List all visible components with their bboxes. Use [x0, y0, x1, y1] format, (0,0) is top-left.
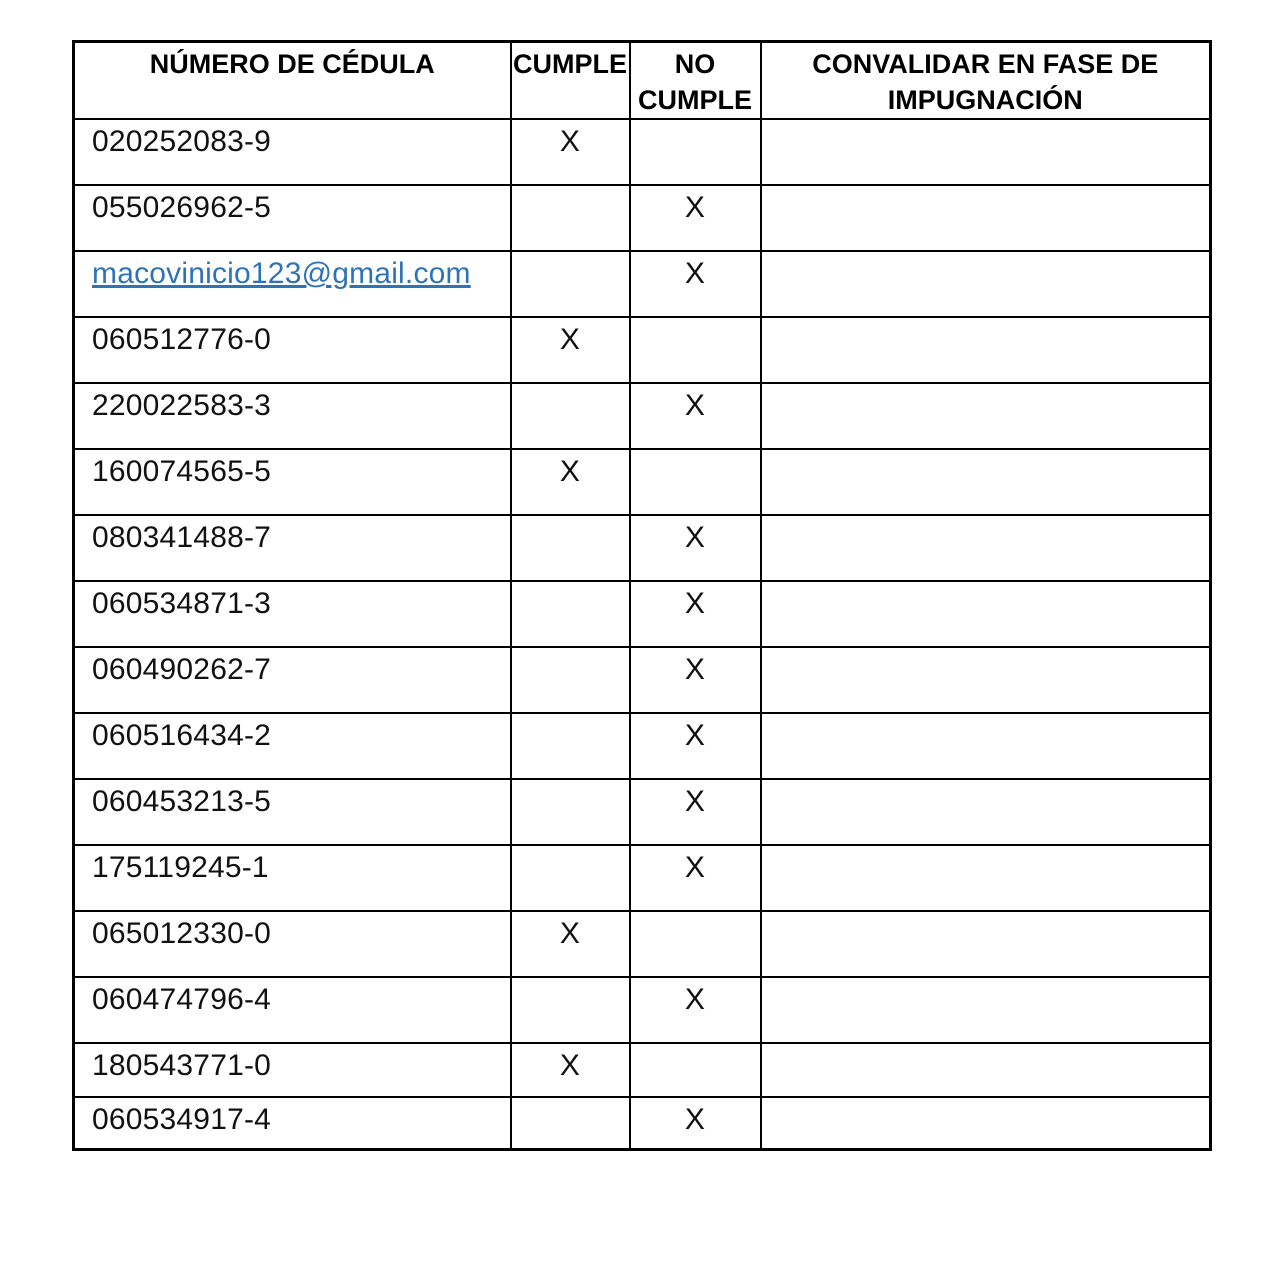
no-cumple-cell: X [630, 581, 761, 647]
convalidar-cell [761, 647, 1211, 713]
no-cumple-cell [630, 1043, 761, 1097]
no-cumple-cell: X [630, 383, 761, 449]
no-cumple-cell: X [630, 845, 761, 911]
table-row [74, 911, 1211, 977]
cedula-value: 060490262-7 [92, 653, 272, 687]
table-row [74, 119, 1211, 185]
convalidar-cell [761, 119, 1211, 185]
email-link[interactable]: macovinicio123@gmail.com [92, 257, 471, 291]
cumple-cell: X [511, 1043, 630, 1097]
no-cumple-cell: X [630, 515, 761, 581]
cedula-cell [74, 977, 511, 1043]
cedula-value: 060474796-4 [92, 983, 272, 1017]
table-row [74, 383, 1211, 449]
cedula-cell [74, 119, 511, 185]
table-row [74, 449, 1211, 515]
cumple-cell [511, 845, 630, 911]
no-cumple-cell: X [630, 779, 761, 845]
table-body [74, 119, 1211, 1149]
cedula-cell [74, 317, 511, 383]
convalidar-cell [761, 317, 1211, 383]
convalidar-cell [761, 185, 1211, 251]
cedula-value: 060534917-4 [92, 1103, 272, 1137]
cedula-cell [74, 779, 511, 845]
header-cumple: CUMPLE [511, 42, 630, 120]
no-cumple-cell: X [630, 713, 761, 779]
table-row [74, 779, 1211, 845]
cedula-value: 180543771-0 [92, 1049, 272, 1083]
no-cumple-cell: X [630, 1097, 761, 1149]
no-cumple-cell [630, 911, 761, 977]
table-row [74, 845, 1211, 911]
cumple-cell [511, 779, 630, 845]
cedula-value: 175119245-1 [92, 851, 269, 885]
cumple-cell [511, 1097, 630, 1149]
convalidar-cell [761, 251, 1211, 317]
cumple-cell: X [511, 317, 630, 383]
cedula-value: 060534871-3 [92, 587, 272, 621]
convalidar-cell [761, 581, 1211, 647]
no-cumple-cell: X [630, 185, 761, 251]
cedula-value: 220022583-3 [92, 389, 272, 423]
convalidar-cell [761, 383, 1211, 449]
table-row [74, 515, 1211, 581]
no-cumple-cell: X [630, 251, 761, 317]
header-numero-cedula: NÚMERO DE CÉDULA [74, 42, 511, 120]
table-row [74, 713, 1211, 779]
cedula-cell [74, 449, 511, 515]
cedula-cell [74, 845, 511, 911]
cumple-cell [511, 713, 630, 779]
cedula-cell [74, 911, 511, 977]
cedula-cell [74, 251, 511, 317]
cumple-cell: X [511, 119, 630, 185]
cumple-cell [511, 581, 630, 647]
cumple-cell: X [511, 449, 630, 515]
cedula-cell [74, 1097, 511, 1149]
table-row [74, 1097, 1211, 1149]
cedula-cell [74, 383, 511, 449]
table-row [74, 1043, 1211, 1097]
cumple-cell [511, 383, 630, 449]
compliance-table [72, 40, 1212, 1151]
cedula-value: 060453213-5 [92, 785, 272, 819]
convalidar-cell [761, 449, 1211, 515]
convalidar-cell [761, 845, 1211, 911]
table-header [74, 42, 1211, 120]
cedula-value: 080341488-7 [92, 521, 272, 555]
no-cumple-cell: X [630, 647, 761, 713]
table-row [74, 251, 1211, 317]
cedula-value: 065012330-0 [92, 917, 272, 951]
cumple-cell [511, 251, 630, 317]
cumple-cell [511, 515, 630, 581]
convalidar-cell [761, 911, 1211, 977]
table-row [74, 581, 1211, 647]
cedula-value: 160074565-5 [92, 455, 272, 489]
table-row [74, 317, 1211, 383]
cedula-cell [74, 647, 511, 713]
no-cumple-cell [630, 317, 761, 383]
table-row [74, 647, 1211, 713]
cedula-value: 060516434-2 [92, 719, 272, 753]
convalidar-cell [761, 779, 1211, 845]
convalidar-cell [761, 713, 1211, 779]
convalidar-cell [761, 1097, 1211, 1149]
cedula-cell [74, 185, 511, 251]
table-row [74, 185, 1211, 251]
convalidar-cell [761, 515, 1211, 581]
cedula-value: 020252083-9 [92, 125, 272, 159]
no-cumple-cell [630, 449, 761, 515]
no-cumple-cell [630, 119, 761, 185]
convalidar-cell [761, 1043, 1211, 1097]
cumple-cell: X [511, 911, 630, 977]
no-cumple-cell: X [630, 977, 761, 1043]
header-row [74, 42, 1211, 120]
cedula-cell [74, 515, 511, 581]
cedula-cell [74, 1043, 511, 1097]
cedula-value: 060512776-0 [92, 323, 272, 357]
cumple-cell [511, 185, 630, 251]
cumple-cell [511, 647, 630, 713]
header-no-cumple: NO CUMPLE [630, 42, 761, 120]
cedula-cell [74, 713, 511, 779]
cedula-cell [74, 581, 511, 647]
header-convalidar: CONVALIDAR EN FASE DE IMPUGNACIÓN [761, 42, 1211, 120]
cedula-value: 055026962-5 [92, 191, 272, 225]
cumple-cell [511, 977, 630, 1043]
table-row [74, 977, 1211, 1043]
convalidar-cell [761, 977, 1211, 1043]
